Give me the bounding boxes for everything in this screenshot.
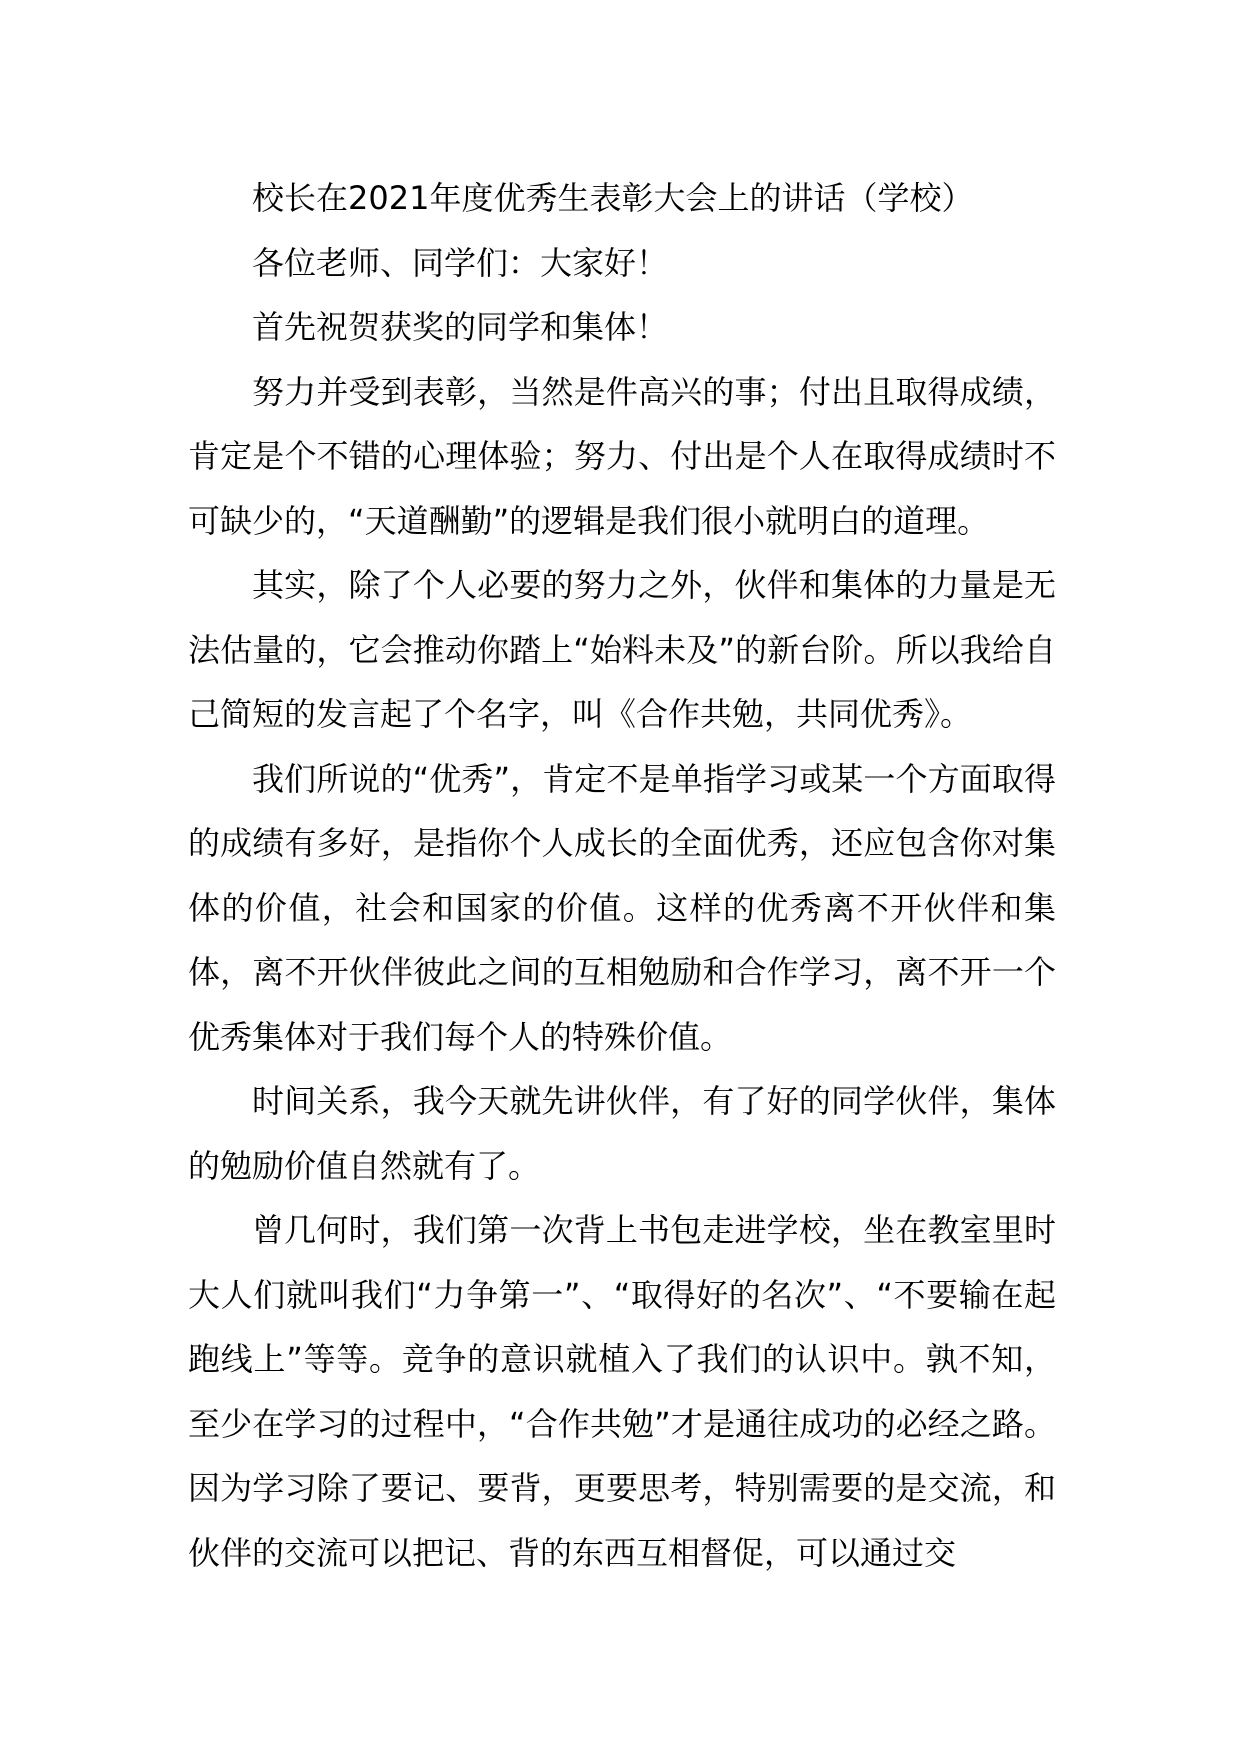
congratulation-line: 首先祝贺获奖的同学和集体！ xyxy=(252,308,669,346)
body-paragraph: 曾几何时，我们第一次背上书包走进学校，坐在教室里时大人们就叫我们“力争第一”、“取得好的名次”、“不要输在起跑线上”等等。竞争的意识就植入了我们的认识中。孰不知，至少在学习的过程中，“合作共勉”才是通往成功的必经之路。因为学习除了要记、要背，更要思考，特别需要的是交流，和伙伴的交流可以把记、背的东西互相督促，可以通过交 xyxy=(188,1211,1056,1572)
body-paragraph: 努力并受到表彰，当然是件高兴的事；付出且取得成绩，肯定是个不错的心理体验；努力、付出是个人在取得成绩时不可缺少的，“天道酬勤”的逻辑是我们很小就明白的道理。 xyxy=(188,372,1056,540)
greeting-line: 各位老师、同学们：大家好！ xyxy=(252,243,669,282)
document-title: 校长在2021年度优秀生表彰大会上的讲话（学校） xyxy=(252,179,974,217)
body-paragraph: 时间关系，我今天就先讲伙伴，有了好的同学伙伴，集体的勉励价值自然就有了。 xyxy=(188,1082,1056,1185)
body-paragraph: 我们所说的“优秀”，肯定不是单指学习或某一个方面取得的成绩有多好，是指你个人成长的全面优秀，还应包含你对集体的价值，社会和国家的价值。这样的优秀离不开伙伴和集体，离不开伙伴彼此之间的互相勉励和合作学习，离不开一个优秀集体对于我们每个人的特殊价值。 xyxy=(188,759,1056,1056)
document-body xyxy=(188,166,1056,1585)
body-paragraph: 其实，除了个人必要的努力之外，伙伴和集体的力量是无法估量的，它会推动你踏上“始料未及”的新台阶。所以我给自己简短的发言起了个名字，叫《合作共勉，共同优秀》。 xyxy=(188,566,1056,733)
